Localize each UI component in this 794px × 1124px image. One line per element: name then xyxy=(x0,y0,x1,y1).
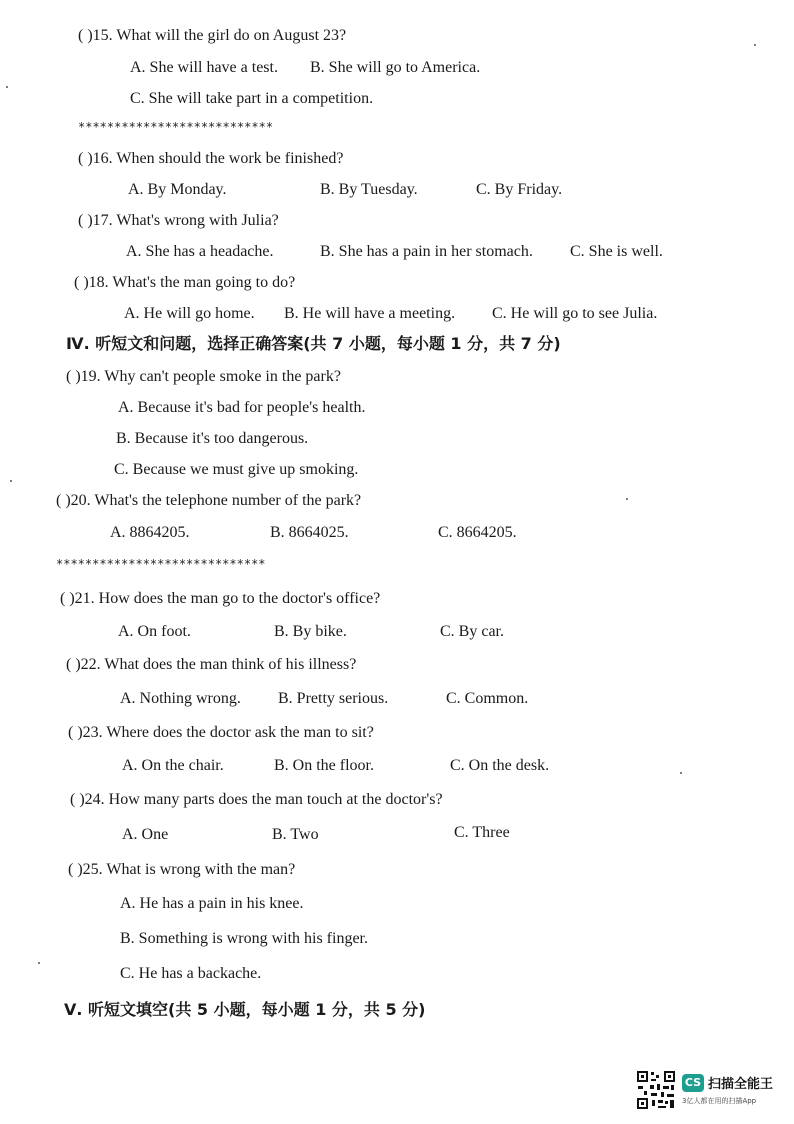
question-15-stem: ( )15. What will the girl do on August 23? xyxy=(78,27,347,44)
separator-2: ***************************** xyxy=(56,557,266,571)
question-19-option-b: B. Because it's too dangerous. xyxy=(116,430,309,447)
question-17-stem: ( )17. What's wrong with Julia? xyxy=(78,212,279,229)
section-iv-heading: Ⅳ. 听短文和问题，选择正确答案(共 7 小题，每小题 1 分，共 7 分) xyxy=(66,334,561,353)
scan-speck xyxy=(10,480,12,482)
camscanner-tagline: 3亿人都在用的扫描App xyxy=(682,1097,757,1105)
scan-speck xyxy=(6,86,8,88)
question-22-option-c: C. Common. xyxy=(446,690,529,707)
scan-speck xyxy=(754,44,756,46)
question-22-option-b: B. Pretty serious. xyxy=(278,690,389,707)
question-24-option-a: A. One xyxy=(122,826,169,843)
question-20-option-c: C. 8664205. xyxy=(438,524,517,541)
question-19-option-a: A. Because it's bad for people's health. xyxy=(118,399,366,416)
question-23-option-b: B. On the floor. xyxy=(274,757,374,774)
qr-code-icon xyxy=(636,1070,676,1110)
question-23-stem: ( )23. Where does the doctor ask the man to sit? xyxy=(68,724,374,741)
question-21-option-b: B. By bike. xyxy=(274,623,347,640)
question-19-option-c: C. Because we must give up smoking. xyxy=(114,461,359,478)
question-15-option-c: C. She will take part in a competition. xyxy=(130,90,374,107)
scan-speck xyxy=(680,772,682,774)
camscanner-logo-badge: CS xyxy=(682,1074,704,1092)
question-19-stem: ( )19. Why can't people smoke in the park? xyxy=(66,368,341,385)
question-17-option-a: A. She has a headache. xyxy=(126,243,274,260)
question-16-option-a: A. By Monday. xyxy=(128,181,227,198)
question-25-option-a: A. He has a pain in his knee. xyxy=(120,895,304,912)
question-21-option-a: A. On foot. xyxy=(118,623,191,640)
question-25-option-b: B. Something is wrong with his finger. xyxy=(120,930,368,947)
question-16-option-b: B. By Tuesday. xyxy=(320,181,418,198)
question-18-option-a: A. He will go home. xyxy=(124,305,255,322)
question-23-option-c: C. On the desk. xyxy=(450,757,550,774)
question-18-option-c: C. He will go to see Julia. xyxy=(492,305,658,322)
question-24-stem: ( )24. How many parts does the man touch at the doctor's? xyxy=(70,791,443,808)
question-17-option-c: C. She is well. xyxy=(570,243,663,260)
question-15-option-b: B. She will go to America. xyxy=(310,59,481,76)
question-21-option-c: C. By car. xyxy=(440,623,504,640)
separator-1: *************************** xyxy=(78,120,274,134)
question-20-option-b: B. 8664025. xyxy=(270,524,349,541)
question-17-option-b: B. She has a pain in her stomach. xyxy=(320,243,533,260)
question-22-stem: ( )22. What does the man think of his illness? xyxy=(66,656,357,673)
camscanner-app-name: 扫描全能王 xyxy=(708,1077,774,1092)
question-23-option-a: A. On the chair. xyxy=(122,757,224,774)
question-21-stem: ( )21. How does the man go to the doctor's office? xyxy=(60,590,381,607)
scan-speck xyxy=(38,962,40,964)
question-25-option-c: C. He has a backache. xyxy=(120,965,262,982)
question-22-option-a: A. Nothing wrong. xyxy=(120,690,241,707)
question-24-option-c: C. Three xyxy=(454,824,510,841)
question-16-stem: ( )16. When should the work be finished? xyxy=(78,150,344,167)
question-20-option-a: A. 8864205. xyxy=(110,524,190,541)
scanner-watermark xyxy=(636,1070,786,1112)
question-24-option-b: B. Two xyxy=(272,826,319,843)
question-15-option-a: A. She will have a test. xyxy=(130,59,278,76)
section-v-heading: Ⅴ. 听短文填空(共 5 小题，每小题 1 分，共 5 分) xyxy=(64,1000,426,1019)
question-18-stem: ( )18. What's the man going to do? xyxy=(74,274,296,291)
question-16-option-c: C. By Friday. xyxy=(476,181,563,198)
scan-speck xyxy=(626,498,628,500)
question-25-stem: ( )25. What is wrong with the man? xyxy=(68,861,296,878)
question-18-option-b: B. He will have a meeting. xyxy=(284,305,456,322)
question-20-stem: ( )20. What's the telephone number of the park? xyxy=(56,492,362,509)
